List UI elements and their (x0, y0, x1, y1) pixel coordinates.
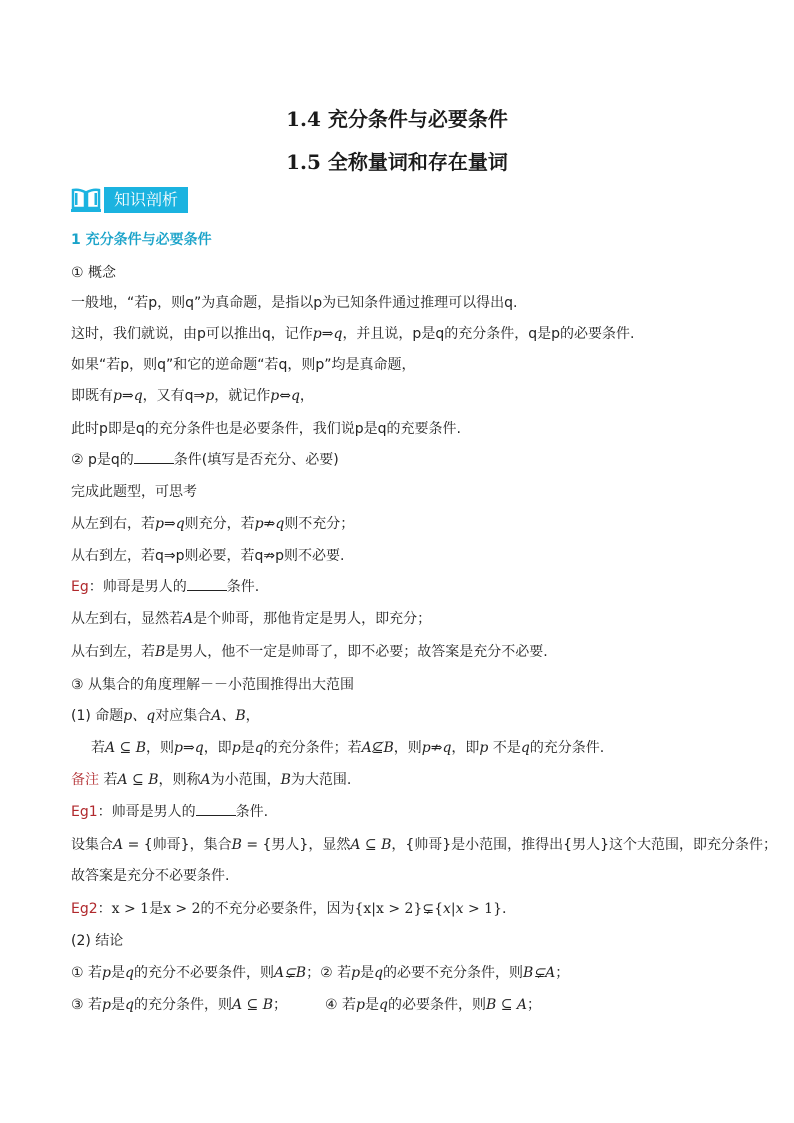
text-line: 此时p即是q的充分条件也是必要条件，我们说p是q的充要条件. (71, 421, 461, 437)
answer-blank[interactable] (134, 451, 174, 464)
text-line: ④ 若p是q的必要条件，则B ⊆ A； (325, 997, 541, 1013)
section-heading: 1 充分条件与必要条件 (71, 232, 212, 248)
text-line: 这时，我们就说，由p可以推出q，记作p⇒q，并且说，p是q的充分条件，q是p的必要条件. (71, 326, 635, 342)
text-line: 完成此题型，可思考 (71, 484, 197, 500)
text-line: (2) 结论 (71, 933, 124, 949)
text-line: Eg2：x > 1是x > 2的不充分必要条件，因为{x|x > 2}⊊{x|x > 1}. (71, 901, 507, 917)
section-badge-label: 知识剖析 (104, 187, 188, 213)
text-line: Eg：帅哥是男人的 条件. (71, 579, 260, 595)
text-line: 从右到左，若q⇒p则必要，若q⇏p则不必要. (71, 548, 345, 564)
text-line: ① 概念 (71, 265, 117, 281)
text-line: 从右到左，若B是男人，他不一定是帅哥了，即不必要；故答案是充分不必要. (71, 644, 548, 660)
open-book-icon (71, 187, 101, 213)
text-line: (1) 命题p、q对应集合A、B， (71, 708, 260, 724)
text-line: ③ 从集合的角度理解－－小范围推得出大范围 (71, 677, 354, 693)
text-line: Eg1：帅哥是男人的 条件. (71, 804, 269, 820)
text-line: 即既有p⇒q，又有q⇒p，就记作p⇔q， (71, 388, 314, 404)
title-1-4: 1.4 充分条件与必要条件 (286, 107, 508, 131)
text-line: 故答案是充分不必要条件. (71, 868, 230, 884)
text-line: 如果“若p，则q”和它的逆命题“若q，则p”均是真命题， (71, 357, 416, 373)
section-badge (71, 187, 188, 213)
text-line: 设集合A = {帅哥}，集合B = {男人}，显然A ⊆ B，{帅哥}是小范围，推得出{男人}这个大范围，即充分条件； (71, 837, 777, 853)
text-line: 从左到右，若p⇒q则充分，若p⇏q则不充分； (71, 516, 355, 532)
text-line: ① 若p是q的充分不必要条件，则A⊊B；② 若p是q的必要不充分条件，则B⊊A； (71, 965, 570, 981)
title-1-5: 1.5 全称量词和存在量词 (286, 150, 508, 174)
text-line: ③ 若p是q的充分条件，则A ⊆ B； (71, 997, 287, 1013)
text-line: 备注 若A ⊆ B，则称A为小范围，B为大范围. (71, 772, 352, 788)
text-line: 若A ⊆ B，则p⇒q，即p是q的充分条件；若A⊈B，则p⇏q，即p 不是q的充分条件. (91, 740, 605, 756)
text-line: 一般地，“若p，则q”为真命题，是指以p为已知条件通过推理可以得出q. (71, 295, 518, 311)
text-line: ② p是q的 条件(填写是否充分、必要) (71, 452, 339, 468)
answer-blank[interactable] (196, 803, 236, 816)
text-line: 从左到右，显然若A是个帅哥，那他肯定是男人，即充分； (71, 611, 432, 627)
answer-blank[interactable] (187, 578, 227, 591)
